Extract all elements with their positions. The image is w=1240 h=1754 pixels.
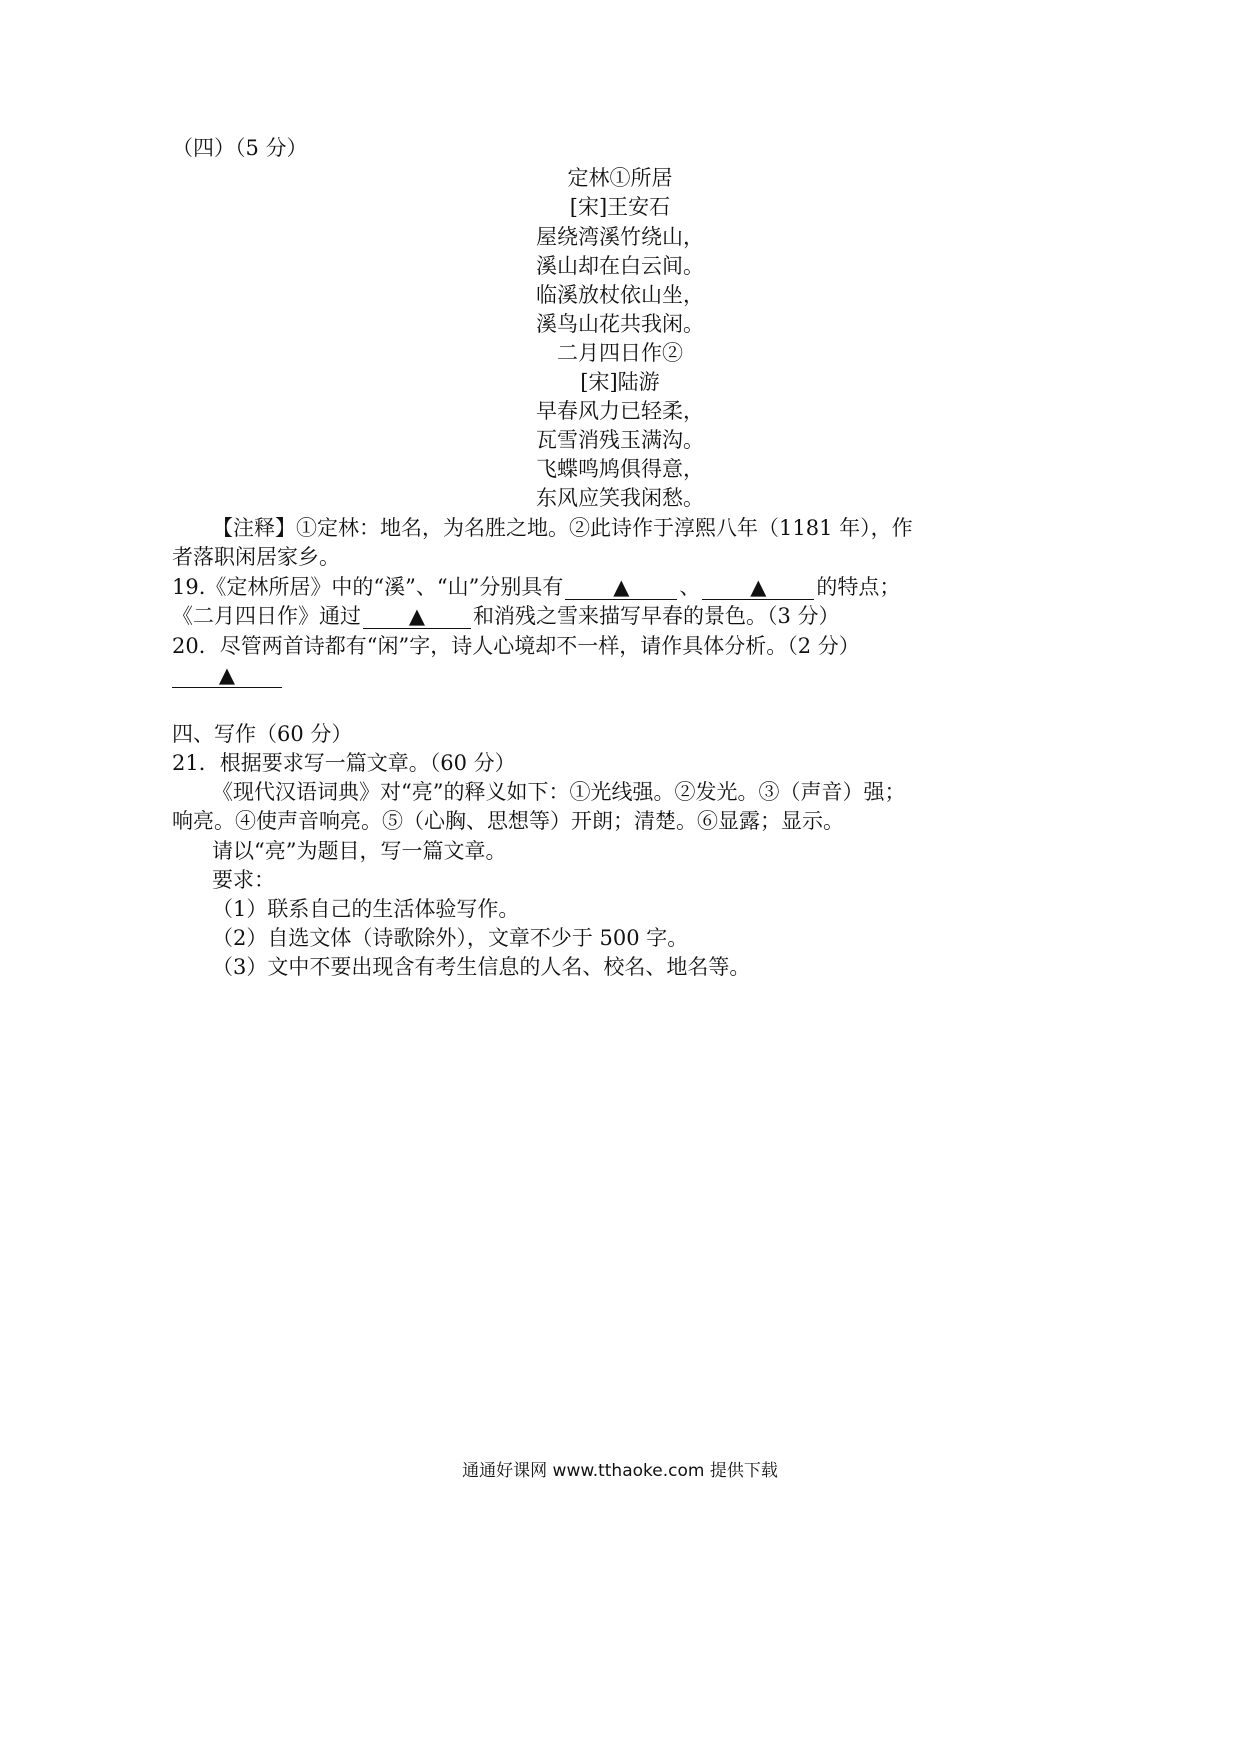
requirement-item: （3）文中不要出现含有考生信息的人名、校名、地名等。	[212, 955, 751, 979]
requirements-label: 要求：	[212, 868, 275, 892]
poem1-line: 临溪放杖依山坐，	[536, 283, 704, 307]
annotation-line: 者落职闲居家乡。	[172, 545, 340, 569]
writing-prompt: 请以“亮”为题目，写一篇文章。	[212, 839, 507, 863]
question-19-text: 的特点；	[816, 575, 901, 599]
question-19-text: 《二月四日作》通过	[172, 604, 361, 628]
answer-blank[interactable]: ▲	[363, 604, 471, 629]
poem2-line: 东风应笑我闲愁。	[536, 486, 704, 510]
section-heading: （四）（5 分）	[172, 136, 308, 160]
question-19-separator: 、	[679, 575, 701, 599]
poem1-author: [宋]王安石	[569, 195, 671, 219]
annotation-line: 【注释】①定林：地名，为名胜之地。②此诗作于淳熙八年（1181 年），作	[212, 516, 913, 540]
poem2-line: 瓦雪消残玉满沟。	[536, 428, 704, 452]
answer-blank[interactable]: ▲	[172, 663, 282, 688]
footer-source: 通通好课网 www.tthaoke.com 提供下载	[462, 1461, 778, 1481]
requirement-item: （2）自选文体（诗歌除外），文章不少于 500 字。	[212, 926, 689, 950]
poem1-title: 定林①所居	[567, 166, 673, 190]
poem1-line: 溪鸟山花共我闲。	[536, 312, 704, 336]
poem2-line: 早春风力已轻柔，	[536, 399, 704, 423]
poem2-line: 飞蝶鸣鸠俱得意，	[536, 457, 704, 481]
question-20-answer-line	[172, 660, 282, 690]
question-20: 20．尽管两首诗都有“闲”字，诗人心境却不一样，请作具体分析。（2 分）	[172, 634, 860, 658]
poem1-line: 屋绕湾溪竹绕山，	[536, 225, 704, 249]
question-19-text: 和消残之雪来描写早春的景色。（3 分）	[473, 604, 840, 628]
definition-line: 响亮。④使声音响亮。⑤（心胸、思想等）开朗；清楚。⑥显露；显示。	[172, 809, 844, 833]
question-19-line2	[172, 601, 840, 631]
question-19-line1	[172, 572, 900, 602]
question-21: 21．根据要求写一篇文章。（60 分）	[172, 751, 516, 775]
answer-blank[interactable]: ▲	[702, 575, 814, 600]
definition-line: 《现代汉语词典》对“亮”的释义如下：①光线强。②发光。③（声音）强；	[212, 780, 906, 804]
poem2-title: 二月四日作②	[557, 341, 683, 365]
requirement-item: （1）联系自己的生活体验写作。	[212, 897, 520, 921]
poem1-line: 溪山却在白云间。	[536, 254, 704, 278]
poem2-author: [宋]陆游	[580, 370, 660, 394]
answer-blank[interactable]: ▲	[565, 575, 677, 600]
question-19-text: 19.《定林所居》中的“溪”、“山”分别具有	[172, 575, 564, 599]
writing-heading: 四、写作（60 分）	[172, 722, 353, 746]
